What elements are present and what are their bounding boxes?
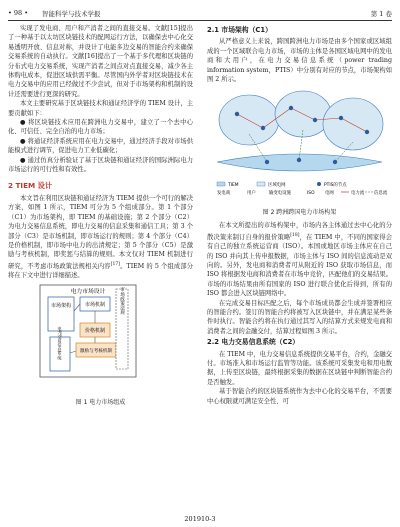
citation: [17] — [110, 261, 120, 267]
legend-tiem: TIEM — [228, 183, 239, 189]
running-header — [8, 6, 392, 21]
citation: [18] — [290, 232, 300, 238]
market-architecture-diagram — [207, 84, 392, 202]
legend-ptis-node: PTIS的节点 — [324, 183, 347, 189]
paragraph: 从严格意义上来说，跨国跨洲电力市场是由多个国家或区域组成的一个区域联合电力市场，市场的主体是各国区域电网中的发电商和大用户，在电力交易信息系统（power trading information system，PTIS）中分别有对应的节点，市场架构如图 2 所示。 — [207, 38, 392, 84]
paragraph — [207, 221, 392, 298]
paragraph-text: 在本文所提出的市场构架中，市场内各主体通过去中心化的分散决策来制订自身的报价策略 — [207, 222, 392, 241]
paragraph-text: 。TIEM 的 5 个组成部分将在下文中进行详细描述。 — [8, 262, 193, 280]
legend-user: 用户 — [247, 191, 256, 197]
right-column — [207, 24, 392, 406]
legend-power-flow: 电力流 — [351, 191, 365, 197]
figure-caption: 图 2 跨洲跨国电力市场构架 — [262, 208, 337, 216]
paragraph: 在完成交易目标匹配之后，每个市场成员都会生成并签署相应的智能合约。签订的智能合约将被写入区块链中，并在满足某些条件时执行。智能合约将在执行通过其写入的结算方式来规发电商和消费者之间的金融交付，结算过程如图 3 所示。 — [207, 299, 392, 335]
page-number: • 98 • — [8, 9, 29, 17]
legend-generator: 发电商 — [217, 191, 231, 197]
market-composition-diagram — [8, 281, 193, 393]
paragraph: 实现了发电商、用户和产消者之间的直接交易。文献[15]提出了一种基于以太坊区块链技术的配网运行方法，以确保去中心化交易透明开放、信息对称，并设计了电能多边交易的智能合约来确保交易系统的自动执行。文献[16]提出了一个基于多代理和区块链的分布式电力交易系统，实现产消者之间点对点直接交易，减少各主体购电成本，促进区域供需平衡。尽管国内外学者对区块链技术在电力交易中的应用已经做过不少尝试，但对于市场架构和机制的设计还需要进行更深的研究。 — [8, 25, 193, 98]
figure-2 — [207, 84, 392, 217]
volume: 第 1 卷 — [370, 10, 392, 18]
section-heading: 2 TIEM 设计 — [8, 180, 53, 190]
legend-regional-grid: 区域电网 — [268, 183, 286, 189]
paragraph — [8, 194, 193, 281]
paragraph: 在 TIEM 中，电力交易信息系统提供交易平台，合约，金融交付。市场准入和市场运行监管等功能。该系统可采集发电和用电数据，上传至区块链，最终根据采集的数据在区块链中判断智能合约是否触发。 — [207, 350, 392, 386]
c1-label: 市场架构 — [50, 302, 72, 309]
paragraph-text: ，在 TIEM 中，不同的国家得会有自己的独立系统运营商（ISO）。本国或地区市场主体应在自己的 ISO 并向其上传申报数据，市场主体与 ISO 间的信息流动是双向的。另外，发电商和消费者可从附近的 ISO 获取市场信息，而 ISO 将根据发电商和消费者在市场中竞价，匹配他们的交易结果。市场的市场结果由所有国家的 ISO 进行联合优化后得到，所有的 ISO 都会进入区块链网络中。 — [207, 233, 392, 298]
figure-caption: 图 1 电力市场组成 — [75, 399, 126, 407]
journal-name: 智能科学与技术学报 — [42, 10, 101, 18]
bullet-item: ● 通过仿真分析验证了基于区块链和通证经济的国际洲际电力市场运行的可行性和有效性。 — [8, 156, 193, 174]
c5-label: 激励与考核机制 — [79, 348, 113, 354]
bullet-item: ● 将通证经济系统应用在电力交易中，通过经济手段对市场供能模式进行调节，促进电力工业低碳化； — [8, 137, 193, 155]
figure-1 — [8, 281, 193, 408]
legend-info-flow: 信息流 — [374, 191, 388, 197]
paragraph: 基于智能合约的区块链系统作为去中心化的交易平台，不需要中心权限就可满足安全性、可 — [207, 388, 392, 405]
bullet-item: ● 将区块链技术应用在跨洲电力交易中，建立了一个去中心化、可信任、完全自治的电力市场； — [8, 119, 193, 136]
c3-label: 市场机制 — [84, 301, 106, 308]
paragraph: 本文主要研究基于区块链技术和通证经济学的 TIEM 设计，主要贡献如下： — [8, 100, 193, 117]
c4-label: 价格机制 — [84, 327, 106, 334]
subsection-heading: 2.1 市场架构（C1） — [207, 26, 272, 34]
policy-label: 市场政策法规 — [119, 286, 125, 315]
diagram-title: 电力市场设计 — [70, 288, 106, 295]
paragraph-text: 本文旨在利用区块链和通证经济为 TIEM 提供一个可行的解决方案，如图 1 所示，TIEM 可分为 5 个组成部分。第 1 个部分（C1）为市场架构，即 TIEM 的基础设施；第 2 个部分（C2）为电力交易信息系统，即电力交易的信息采集和通信工具；第 3 个部分（C3）是市场机制，即市场运行的规则；第 4 个部分（C4）是价格机制，即市场中电力的出清规定；第 5 个部分（C5）是激励与考核机制，即奖惩与结算的规则。本文仅对 TIEM 机制进行研究，不考虑市场政策法规相关内容 — [8, 194, 193, 270]
subsection-heading: 2.2 电力交易信息系统（C2） — [207, 338, 300, 347]
page-footer: 201910-3 — [184, 515, 216, 523]
legend-facility: 输变电设施 — [269, 191, 291, 197]
legend-iso: ISO — [307, 191, 315, 197]
legend — [217, 181, 388, 196]
regional-grid-left — [219, 95, 279, 145]
left-column — [8, 24, 193, 411]
c2-label: 电力交易信息系统 — [57, 325, 63, 360]
legend-grid: 电网 — [325, 191, 334, 197]
tiem-band — [217, 154, 382, 171]
